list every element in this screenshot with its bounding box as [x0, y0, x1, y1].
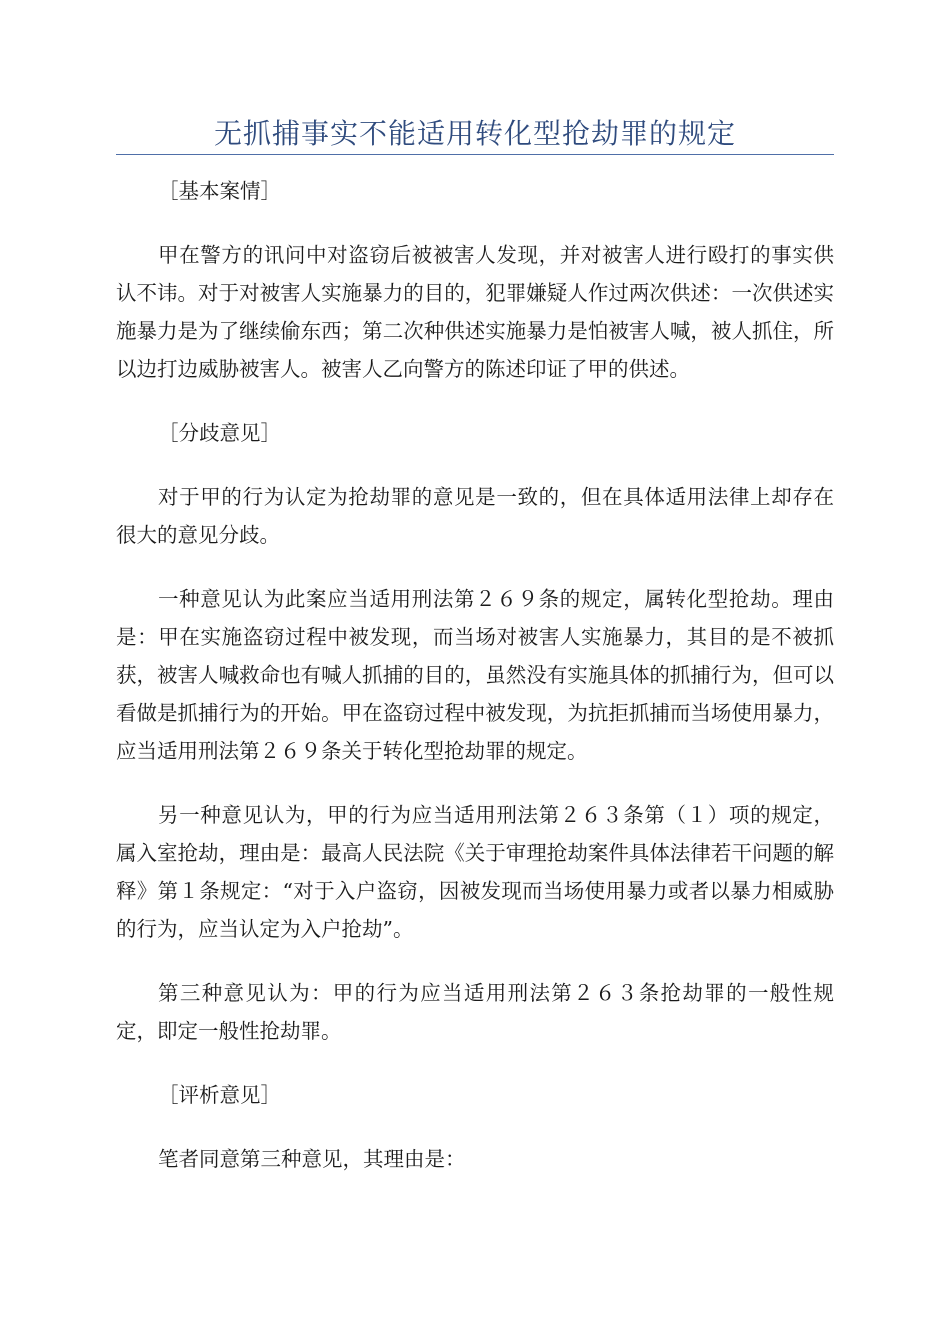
paragraph-facts: 甲在警方的讯问中对盗窃后被被害人发现，并对被害人进行殴打的事实供认不讳。对于对被害人实施暴力的目的，犯罪嫌疑人作过两次供述：一次供述实施暴力是为了继续偷东西；第二次种供述实施暴力是怕被害人喊，被人抓住，所以边打边威胁被害人。被害人乙向警方的陈述印证了甲的供述。 — [116, 243, 834, 381]
document-body — [116, 172, 834, 1204]
section-heading-basic-facts: ［基本案情］ — [158, 179, 281, 203]
section-heading-disagreement: ［分歧意见］ — [158, 421, 281, 445]
section-heading-analysis: ［评析意见］ — [158, 1083, 281, 1107]
paragraph-opinion-two: 另一种意见认为，甲的行为应当适用刑法第２６３条第（１）项的规定，属入室抢劫，理由是：最高人民法院《关于审理抢劫案件具体法律若干问题的解释》第１条规定：“对于入户盗窃，因被发现而当场使用暴力或者以暴力相威胁的行为，应当认定为入户抢劫”。 — [116, 803, 834, 941]
document-title: 无抓捕事实不能适用转化型抢劫罪的规定 — [213, 117, 736, 150]
paragraph-opinion-three: 第三种意见认为：甲的行为应当适用刑法第２６３条抢劫罪的一般性规定，即定一般性抢劫罪。 — [116, 981, 834, 1043]
paragraph-consensus: 对于甲的行为认定为抢劫罪的意见是一致的，但在具体适用法律上却存在很大的意见分歧。 — [116, 485, 834, 547]
title-underline — [116, 154, 834, 155]
paragraph-author-view: 笔者同意第三种意见，其理由是： — [158, 1147, 466, 1171]
paragraph-opinion-one: 一种意见认为此案应当适用刑法第２６９条的规定，属转化型抢劫。理由是：甲在实施盗窃过程中被发现，而当场对被害人实施暴力，其目的是不被抓获，被害人喊救命也有喊人抓捕的目的，虽然没有实施具体的抓捕行为，但可以看做是抓捕行为的开始。甲在盗窃过程中被发现，为抗拒抓捕而当场使用暴力，应当适用刑法第２６９条关于转化型抢劫罪的规定。 — [116, 587, 834, 763]
